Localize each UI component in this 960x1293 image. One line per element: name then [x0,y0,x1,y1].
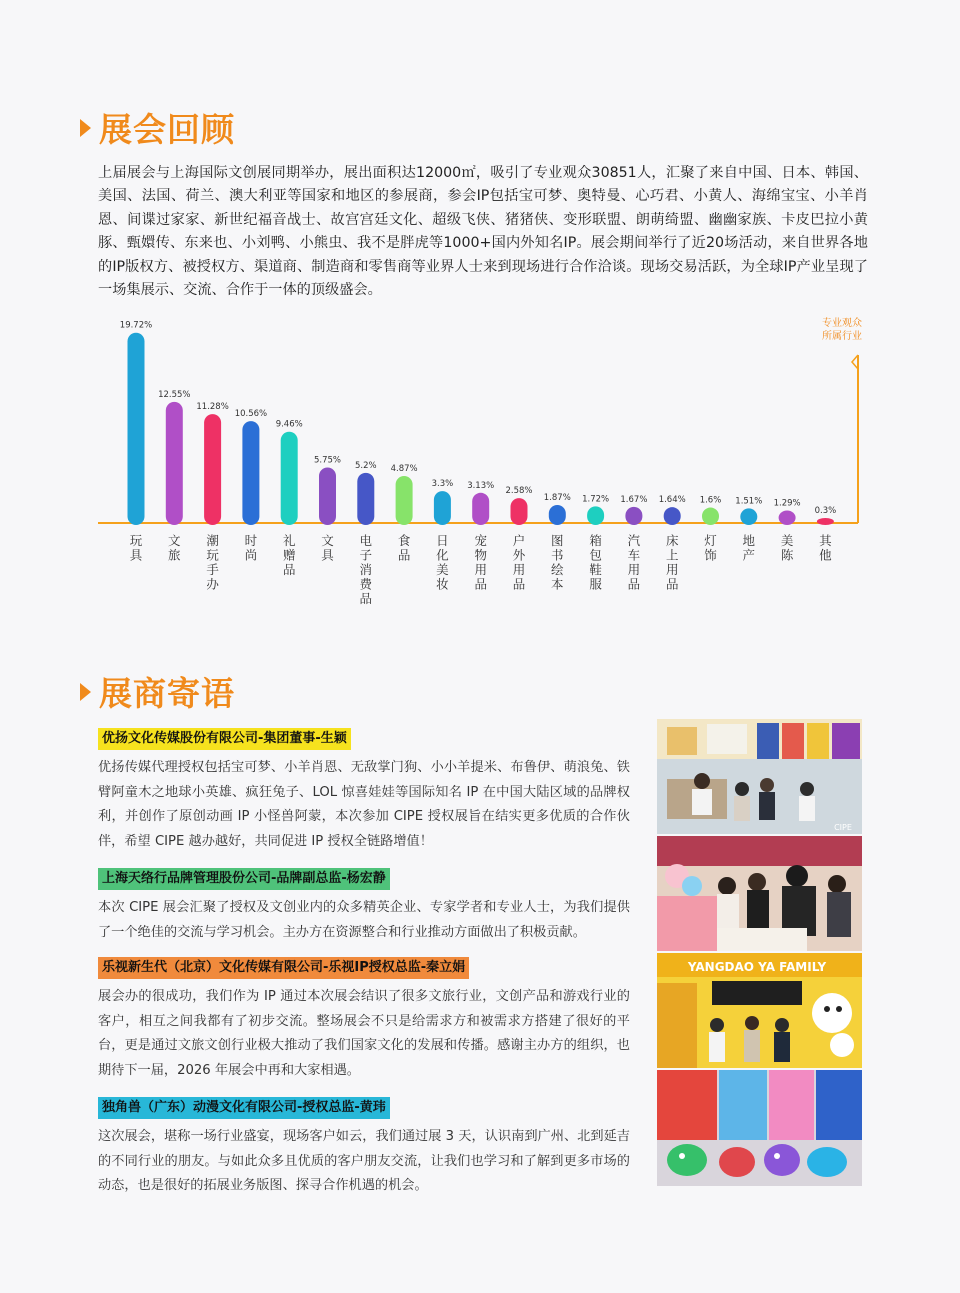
bar [587,506,604,525]
data-label: 1.64% [658,495,686,506]
data-label: 4.87% [390,464,418,475]
category-label: 其 [819,533,832,548]
category-label: 物 [474,547,487,563]
quote-block [98,1096,630,1199]
category-label: 用 [627,562,641,577]
category-label: 美 [436,562,449,577]
bar [664,507,681,525]
category-label: 日 [436,533,449,548]
category-label: 品 [359,591,373,606]
bar [511,498,528,525]
bar [204,414,221,525]
section-title-review [80,104,235,151]
category-label: 宠 [474,533,487,548]
bar [779,511,796,525]
audience-industry-chart [90,310,880,610]
category-label: 旅 [168,547,181,563]
arrow-icon [80,683,91,701]
quote-company: 优扬文化传媒股份有限公司-集团董事-生颖 [98,728,351,750]
category-label: 鞋 [589,562,602,577]
quote-block [98,867,630,945]
category-label: 妆 [436,576,449,592]
category-label: 箱 [589,533,602,548]
quote-company: 乐视新生代（北京）文化传媒有限公司-乐视IP授权总监-秦立娟 [98,957,469,979]
quote-company: 独角兽（广东）动漫文化有限公司-授权总监-黄玮 [98,1097,390,1119]
category-label: 品 [474,576,487,592]
data-label: 19.72% [119,320,153,331]
data-label: 1.51% [735,496,763,507]
bar [396,476,413,525]
category-label: 赠 [282,547,296,563]
category-label: 消 [359,562,373,577]
category-label: 图 [551,533,564,548]
data-label: 5.2% [354,460,377,471]
category-label: 潮 [206,533,219,548]
data-label: 1.6% [699,495,722,506]
category-label: 品 [512,576,526,592]
quote-text: 展会办的很成功，我们作为 IP 通过本次展会结识了很多文旅行业，文创产品和游戏行业的客户，相互之间我都有了初步交流。整场展会不只是给需求方和被需求方搭建了很好的平台，更是通过文旅文创行业极大推动了我们国家文化的发展和传播。感谢主办方的组织，也期待下一届，2026 年展会中再和大家相遇。 [98,989,630,1078]
category-label: 他 [819,547,832,563]
exhibition-photo-2 [657,836,862,951]
category-label: 玩 [129,533,143,548]
category-label: 陈 [780,547,794,563]
quote-text: 这次展会，堪称一场行业盛宴，现场客户如云，我们通过展 3 天，认识南到广州、北到延吉的不同行业的朋友。与如此众多且优质的客户朋友交流，让我们也学习和了解到更多市场的动态，也是很好的拓展业务版图、探寻合作机遇的机会。 [98,1129,630,1194]
category-label: 饰 [704,547,717,563]
bar [740,508,757,525]
category-label: 绘 [551,562,564,577]
category-label: 食 [397,533,411,548]
category-label: 手 [206,562,219,577]
category-label: 化 [436,547,449,563]
category-label: 外 [512,547,526,563]
photo-sign: CIPE [834,823,852,832]
data-label: 10.56% [234,409,268,420]
category-label: 本 [551,576,564,592]
data-label: 3.3% [431,479,454,490]
bar [166,402,183,525]
photo-sign: YANGDAO YA FAMILY [687,960,827,974]
section-title-exhibitor-quotes [80,668,235,715]
category-label: 文 [168,533,181,548]
bar [357,473,374,525]
bar [817,518,834,525]
bar [472,493,489,525]
bar [319,468,336,525]
category-label: 品 [397,547,411,563]
bar [242,421,259,525]
data-label: 0.3% [814,506,837,516]
category-label: 文 [321,533,334,548]
quote-block [98,727,630,854]
data-label: 1.72% [582,494,610,505]
review-paragraph: 上届展会与上海国际文创展同期举办，展出面积达12000㎡，吸引了专业观众30851人，汇聚了来自中国、日本、韩国、美国、法国、荷兰、澳大利亚等国家和地区的参展商，参会IP包括宝可梦、奥特曼、心巧君、小黄人、海绵宝宝、小羊肖恩、间谍过家家、新世纪福音战士、故宫宫廷文化、超级飞侠、猪猪侠、变形联盟、朗萌绮盟、幽幽家族、卡皮巴拉小黄豚、甄嬛传、东来也、小刘鸭、小熊虫、我不是胖虎等1000+国内外知名IP。展会期间举行了近20场活动，来自世界各地的IP版权方、被授权方、渠道商、制造商和零售商等业界人士来到现场进行合作洽谈。现场交易活跃，为全球IP产业呈现了一场集展示、交流、合作于一体的顶级盛会。 [98,165,868,299]
data-label: 2.58% [505,486,533,497]
data-label: 1.29% [773,498,801,509]
category-label: 地 [742,533,756,548]
category-label: 灯 [704,533,717,548]
category-label: 产 [742,547,756,563]
data-label: 12.55% [158,389,191,400]
bar [434,491,451,525]
category-label: 品 [665,576,679,592]
category-label: 美 [780,533,794,548]
exhibition-photo-4 [657,1070,862,1186]
category-label: 具 [129,547,143,563]
data-label: 5.75% [313,455,342,466]
category-label: 服 [589,576,602,592]
bar [625,507,642,525]
data-label: 1.87% [543,492,571,503]
quote-block [98,956,630,1083]
category-label: 品 [627,576,641,592]
category-label: 户 [512,533,526,548]
quote-text: 优扬传媒代理授权包括宝可梦、小羊肖恩、无敌掌门狗、小小羊提米、布鲁伊、萌浪兔、铁臂阿童木之地球小英雄、疯狂兔子、LOL 惊喜娃娃等国际知名 IP 在中国大陆区域的品牌权利，并创作了原创动画 IP 小怪兽阿蒙，本次参加 CIPE 授权展旨在结实更多优质的合作伙伴，希望 CIPE 越办越好，共同促进 IP 授权全链路增值！ [98,760,630,849]
bar [549,505,566,525]
category-label: 子 [359,547,373,563]
category-label: 礼 [282,533,296,548]
quotes-title: 展商寄语 [99,674,235,713]
category-label: 电 [359,533,373,548]
category-label: 用 [512,562,526,577]
category-label: 时 [244,533,258,548]
category-label: 品 [282,562,296,577]
bar [702,508,719,525]
legend-label: 专业观众 [822,318,862,329]
bar [281,432,298,525]
category-label: 上 [665,547,679,563]
exhibition-photo-1 [657,719,862,834]
data-label: 11.28% [196,402,229,413]
category-label: 汽 [627,533,641,548]
category-label: 尚 [244,547,258,563]
bar [128,333,145,525]
category-label: 具 [321,547,334,563]
data-label: 1.67% [620,494,648,505]
category-label: 车 [627,547,641,563]
category-label: 书 [551,547,564,563]
category-label: 床 [665,533,679,548]
legend-label: 所属行业 [822,331,862,342]
quote-text: 本次 CIPE 展会汇聚了授权及文创业内的众多精英企业、专家学者和专业人士，为我们提供了一个绝佳的交流与学习机会。主办方在资源整合和行业推动方面做出了积极贡献。 [98,900,630,940]
exhibition-photo-3 [657,953,862,1068]
review-title: 展会回顾 [99,110,235,149]
arrow-icon [80,119,91,137]
category-label: 包 [589,547,602,563]
category-label: 用 [474,562,487,577]
category-label: 费 [359,576,373,592]
category-label: 办 [206,576,219,592]
quote-company: 上海天络行品牌管理股份公司-品牌副总监-杨宏静 [98,868,390,890]
data-label: 9.46% [275,419,303,430]
data-label: 3.13% [467,480,495,491]
category-label: 用 [665,562,679,577]
category-label: 玩 [206,547,219,563]
